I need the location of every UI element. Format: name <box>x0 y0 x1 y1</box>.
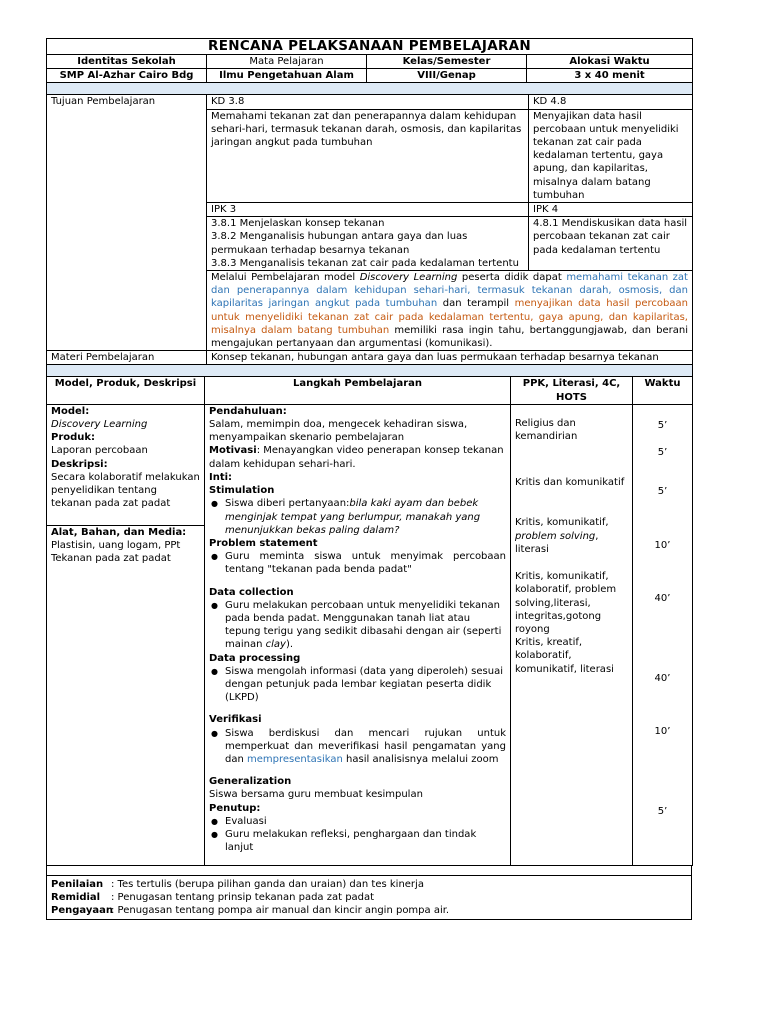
remidial-label: Remidial <box>51 892 101 904</box>
verifikasi-present: mempresentasikan <box>247 753 343 765</box>
ppk-kritis: Kritis dan komunikatif <box>515 477 625 489</box>
motivasi-value: : Menayangkan video penerapan konsep tekanan dalam kehidupan sehari-hari. <box>209 445 504 470</box>
collection-end: ). <box>285 639 294 651</box>
verifikasi-text: Siswa berdiskusi dan mencari rujukan untuk memperkuat dan meverifikasi hasil pengamatan yang dan <box>225 727 506 765</box>
langkah-cell <box>205 404 511 865</box>
pengayaan-label: Pengayaan <box>51 905 113 917</box>
stimulation-lead: Siswa diberi pertanyaan: <box>225 498 350 510</box>
produk-label: Produk: <box>51 432 96 444</box>
pengayaan-text: : Penugasan tentang pompa air manual dan kincir angin pompa air. <box>111 905 450 917</box>
objective-model: Discovery Learning <box>359 272 458 284</box>
ppk-problem-solving <box>515 516 628 556</box>
collection-item <box>225 599 506 652</box>
inti-label: Inti: <box>209 471 233 483</box>
waktu-6: 40’ <box>654 672 671 684</box>
waktu-1: 5’ <box>657 419 668 431</box>
pendahuluan-label: Pendahuluan: <box>209 405 287 417</box>
class-semester: VIII/Genap <box>367 69 527 83</box>
objectives-table <box>46 94 693 377</box>
separator-band <box>47 365 693 377</box>
problem-label: Problem statement <box>209 537 318 549</box>
waktu-4: 10’ <box>654 539 671 551</box>
header-col-school: Identitas Sekolah <box>47 55 207 69</box>
assessment-box <box>46 875 692 921</box>
waktu-8: 5’ <box>657 805 668 817</box>
header-col-time: Alokasi Waktu <box>527 55 693 69</box>
ppk-kreatif: Kritis, kreatif, kolaboratif, komunikatif, literasi <box>515 637 614 675</box>
penilaian-text: : Tes tertulis (berupa pilihan ganda dan uraian) dan tes kinerja <box>111 878 424 890</box>
page-title: RENCANA PELAKSANAAN PEMBELAJARAN <box>47 39 693 55</box>
kd2-head: KD 4.8 <box>529 95 693 109</box>
verifikasi-end: hasil analisisnya melalui zoom <box>342 753 499 765</box>
processing-item: ● Siswa mengolah informasi (data yang diperoleh) sesuai dengan petunjuk pada lembar kegiatan peserta didik (LKPD) <box>225 665 506 705</box>
alat-cell <box>47 525 205 865</box>
model-value: Discovery Learning <box>51 419 148 431</box>
ppk-ps-b: problem solving <box>515 530 596 542</box>
waktu-5: 40’ <box>654 592 671 604</box>
penutup-label: Penutup: <box>209 802 261 814</box>
ipk-item: 3.8.3 Menganalisis tekanan zat cair pada kedalaman tertentu <box>211 257 519 269</box>
stimulation-label: Stimulation <box>209 485 275 497</box>
objective-p6: memiliki rasa ingin tahu, bertanggungjawab, dan berani mengajukan pertanyaan dan argumentasi (komunikasi). <box>211 324 688 350</box>
evaluasi-item: ● Evaluasi <box>225 815 506 828</box>
separator-band <box>47 83 693 95</box>
ipk-item: 3.8.2 Menganalisis hubungan antara gaya dan luas permukaan terhadap besarnya tekanan <box>211 231 468 256</box>
collection-text: Guru melakukan percobaan untuk menyelidiki tekanan pada benda padat. Menggunakan tanah liat atau tepung terigu yang sedikit dibasahi dengan air (seperti mainan <box>225 599 502 651</box>
produk-value: Laporan percobaan <box>51 445 148 457</box>
motivasi-label: Motivasi <box>209 445 257 457</box>
generalization-text: Siswa bersama guru membuat kesimpulan <box>209 789 423 801</box>
waktu-7: 10’ <box>654 725 671 737</box>
generalization-label: Generalization <box>209 776 292 788</box>
steps-head-waktu: Waktu <box>633 377 693 404</box>
ppk-religius: Religius dan kemandirian <box>515 417 578 443</box>
objective-skill: menyajikan data hasil percobaan untuk menyelidiki tekanan zat cair pada kedalaman tertentu, gaya apung, dan kapilaritas, misalnya dalam batang tumbuhan <box>211 298 688 336</box>
ipk1-list <box>207 217 529 271</box>
materi-text: Konsep tekanan, hubungan antara gaya dan luas permukaan terhadap besarnya tekanan <box>207 351 693 365</box>
steps-table <box>46 376 693 865</box>
stimulation-item <box>225 497 506 537</box>
lesson-plan-sheet <box>46 38 692 920</box>
header-col-subject: Mata Pelajaran <box>207 55 367 69</box>
ppk-cell <box>511 404 633 865</box>
motivasi-text <box>209 444 506 470</box>
header-table <box>46 38 693 95</box>
steps-head-ppk: PPK, Literasi, 4C, HOTS <box>511 377 633 404</box>
deskripsi-label: Deskripsi: <box>51 458 108 470</box>
stimulation-question: bila kaki ayam dan bebek menginjak tempat yang berlumpur, manakah yang menunjukkan bekas paling dalam? <box>225 498 481 536</box>
ipk2-text: 4.8.1 Mendiskusikan data hasil percobaan tekanan zat cair pada kedalaman tertentu <box>529 217 693 271</box>
waktu-cell <box>633 404 693 865</box>
waktu-3: 5’ <box>657 485 668 497</box>
verifikasi-label: Verifikasi <box>209 714 262 726</box>
header-col-class: Kelas/Semester <box>367 55 527 69</box>
kd1-head: KD 3.8 <box>207 95 529 109</box>
materi-label: Materi Pembelajaran <box>47 351 207 365</box>
alat-value: Plastisin, uang logam, PPt Tekanan pada zat padat <box>51 540 181 565</box>
school-name: SMP Al-Azhar Cairo Bdg <box>47 69 207 83</box>
ipk2-head: IPK 4 <box>529 203 693 217</box>
collection-clay: clay <box>265 639 286 651</box>
pengayaan-row <box>51 904 687 917</box>
time-allocation: 3 x 40 menit <box>527 69 693 83</box>
steps-head-langkah: Langkah Pembelajaran <box>205 377 511 404</box>
penilaian-row <box>51 878 687 891</box>
alat-label: Alat, Bahan, dan Media: <box>51 526 187 538</box>
steps-head-model: Model, Produk, Deskripsi <box>47 377 205 404</box>
objective-cognitive: memahami tekanan zat dan penerapannya dalam kehidupan sehari-hari, termasuk tekanan darah, osmosis, dan kapilaritas jaringan angkut pada tumbuhan <box>211 272 688 310</box>
ppk-ps-a: Kritis, komunikatif, <box>515 517 609 529</box>
objective-paragraph <box>207 271 693 351</box>
kd2-text: Menyajikan data hasil percobaan untuk menyelidiki tekanan zat cair pada kedalaman tertentu, gaya apung, dan kapilaritas, misalnya dalam batang tumbuhan <box>529 109 693 202</box>
remidial-text: : Penugasan tentang prinsip tekanan pada zat padat <box>111 892 375 904</box>
collection-label: Data collection <box>209 586 294 598</box>
objective-p4: dan terampil <box>437 298 515 310</box>
ipk1-head: IPK 3 <box>207 203 529 217</box>
model-cell <box>47 404 205 525</box>
subject-name: Ilmu Pengetahuan Alam <box>207 69 367 83</box>
objective-p1: Melalui Pembelajaran model <box>211 272 360 284</box>
verifikasi-item <box>225 727 506 767</box>
problem-item: ● Guru meminta siswa untuk menyimak percobaan tentang "tekanan pada benda padat" <box>225 550 506 576</box>
refleksi-item: ● Guru melakukan refleksi, penghargaan dan tindak lanjut <box>225 828 506 854</box>
ipk-item: 3.8.1 Menjelaskan konsep tekanan <box>211 218 385 230</box>
salam-text: Salam, memimpin doa, mengecek kehadiran siswa, menyampaikan skenario pembelajaran <box>209 419 468 444</box>
objectives-label: Tujuan Pembelajaran <box>47 95 207 351</box>
processing-label: Data processing <box>209 652 301 664</box>
deskripsi-value: Secara kolaboratif melakukan penyelidikan tentang tekanan pada zat padat <box>51 471 200 510</box>
waktu-2: 5’ <box>657 446 668 458</box>
kd1-text: Memahami tekanan zat dan penerapannya dalam kehidupan sehari-hari, termasuk tekanan darah, osmosis, dan kapilaritas jaringan angkut pada tumbuhan <box>207 109 529 202</box>
ppk-ps-c: , literasi <box>515 530 599 555</box>
remidial-row <box>51 891 687 904</box>
objective-p2: peserta didik dapat <box>457 272 567 284</box>
ppk-kolaboratif: Kritis, komunikatif, kolaboratif, problem solving,literasi, integritas,gotong royong <box>515 571 617 635</box>
penilaian-label: Penilaian <box>51 878 104 890</box>
model-label: Model: <box>51 405 90 417</box>
